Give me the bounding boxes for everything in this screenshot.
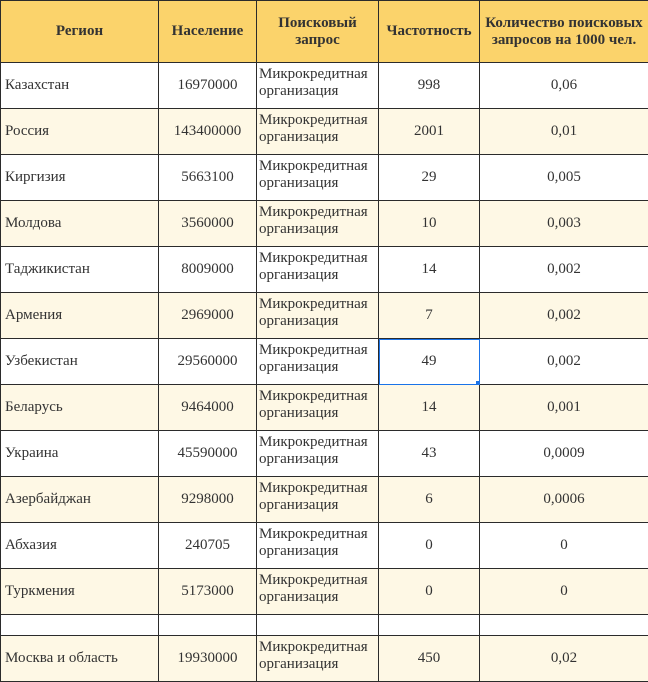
cell-per-thousand[interactable]: 0,002 — [480, 293, 648, 339]
cell-per-thousand[interactable]: 0,0006 — [480, 477, 648, 523]
table-row — [1, 477, 648, 523]
empty-cell[interactable] — [159, 615, 257, 636]
header-region[interactable]: Регион — [1, 1, 159, 63]
header-population[interactable]: Население — [159, 1, 257, 63]
fill-handle[interactable] — [475, 380, 480, 385]
cell-frequency[interactable]: 14 — [379, 247, 480, 293]
cell-query[interactable]: Микрокредитная организация — [257, 247, 379, 293]
cell-per-thousand[interactable]: 0,06 — [480, 63, 648, 109]
table-row — [1, 569, 648, 615]
cell-region[interactable]: Украина — [1, 431, 159, 477]
cell-region[interactable]: Таджикистан — [1, 247, 159, 293]
empty-cell[interactable] — [1, 615, 159, 636]
cell-population[interactable]: 8009000 — [159, 247, 257, 293]
cell-frequency[interactable]: 43 — [379, 431, 480, 477]
cell-query[interactable]: Микрокредитная организация — [257, 477, 379, 523]
cell-frequency[interactable]: 0 — [379, 523, 480, 569]
table-row — [1, 431, 648, 477]
cell-region[interactable]: Беларусь — [1, 385, 159, 431]
cell-frequency[interactable]: 450 — [379, 636, 480, 682]
cell-region[interactable]: Москва и область — [1, 636, 159, 682]
table-row — [1, 201, 648, 247]
cell-population[interactable]: 5663100 — [159, 155, 257, 201]
cell-population[interactable]: 240705 — [159, 523, 257, 569]
cell-per-thousand[interactable]: 0 — [480, 523, 648, 569]
header-per-thousand[interactable]: Количество поисковых запросов на 1000 чел. — [480, 1, 648, 63]
cell-query[interactable]: Микрокредитная организация — [257, 569, 379, 615]
cell-region[interactable]: Молдова — [1, 201, 159, 247]
cell-frequency[interactable]: 998 — [379, 63, 480, 109]
empty-row — [1, 615, 648, 636]
cell-frequency[interactable]: 2001 — [379, 109, 480, 155]
header-frequency[interactable]: Частотность — [379, 1, 480, 63]
table-row — [1, 385, 648, 431]
table-row — [1, 63, 648, 109]
cell-region[interactable]: Армения — [1, 293, 159, 339]
cell-population[interactable]: 29560000 — [159, 339, 257, 385]
empty-cell[interactable] — [257, 615, 379, 636]
cell-per-thousand[interactable]: 0,003 — [480, 201, 648, 247]
cell-region[interactable]: Туркмения — [1, 569, 159, 615]
cell-frequency[interactable]: 7 — [379, 293, 480, 339]
cell-query[interactable]: Микрокредитная организация — [257, 63, 379, 109]
table-row — [1, 109, 648, 155]
cell-per-thousand[interactable]: 0,01 — [480, 109, 648, 155]
cell-frequency[interactable]: 14 — [379, 385, 480, 431]
cell-population[interactable]: 3560000 — [159, 201, 257, 247]
cell-population[interactable]: 19930000 — [159, 636, 257, 682]
cell-query[interactable]: Микрокредитная организация — [257, 155, 379, 201]
cell-per-thousand[interactable]: 0,02 — [480, 636, 648, 682]
empty-cell[interactable] — [379, 615, 480, 636]
table-row — [1, 523, 648, 569]
cell-query[interactable]: Микрокредитная организация — [257, 431, 379, 477]
table-row — [1, 293, 648, 339]
table-row — [1, 155, 648, 201]
cell-population[interactable]: 9464000 — [159, 385, 257, 431]
cell-region[interactable]: Киргизия — [1, 155, 159, 201]
cell-query[interactable]: Микрокредитная организация — [257, 109, 379, 155]
cell-query[interactable]: Микрокредитная организация — [257, 293, 379, 339]
cell-per-thousand[interactable]: 0 — [480, 569, 648, 615]
cell-per-thousand[interactable]: 0,005 — [480, 155, 648, 201]
cell-region[interactable]: Азербайджан — [1, 477, 159, 523]
cell-region[interactable]: Россия — [1, 109, 159, 155]
cell-query[interactable]: Микрокредитная организация — [257, 636, 379, 682]
cell-query[interactable]: Микрокредитная организация — [257, 385, 379, 431]
cell-per-thousand[interactable]: 0,002 — [480, 339, 648, 385]
cell-frequency[interactable]: 10 — [379, 201, 480, 247]
table-row — [1, 339, 648, 385]
cell-population[interactable]: 16970000 — [159, 63, 257, 109]
selected-cell-frequency[interactable] — [379, 339, 480, 385]
cell-population[interactable]: 45590000 — [159, 431, 257, 477]
cell-per-thousand[interactable]: 0,001 — [480, 385, 648, 431]
cell-query[interactable]: Микрокредитная организация — [257, 523, 379, 569]
cell-per-thousand[interactable]: 0,0009 — [480, 431, 648, 477]
cell-population[interactable]: 143400000 — [159, 109, 257, 155]
cell-region[interactable]: Казахстан — [1, 63, 159, 109]
cell-frequency[interactable]: 6 — [379, 477, 480, 523]
cell-population[interactable]: 9298000 — [159, 477, 257, 523]
cell-query[interactable]: Микрокредитная организация — [257, 201, 379, 247]
cell-per-thousand[interactable]: 0,002 — [480, 247, 648, 293]
header-row — [1, 1, 648, 63]
cell-frequency[interactable]: 0 — [379, 569, 480, 615]
header-query[interactable]: Поисковый запрос — [257, 1, 379, 63]
cell-query[interactable]: Микрокредитная организация — [257, 339, 379, 385]
cell-region[interactable]: Абхазия — [1, 523, 159, 569]
table-row — [1, 636, 648, 682]
cell-population[interactable]: 5173000 — [159, 569, 257, 615]
cell-population[interactable]: 2969000 — [159, 293, 257, 339]
empty-cell[interactable] — [480, 615, 648, 636]
cell-frequency-value: 49 — [422, 353, 437, 369]
cell-frequency[interactable]: 29 — [379, 155, 480, 201]
cell-region[interactable]: Узбекистан — [1, 339, 159, 385]
table-row — [1, 247, 648, 293]
